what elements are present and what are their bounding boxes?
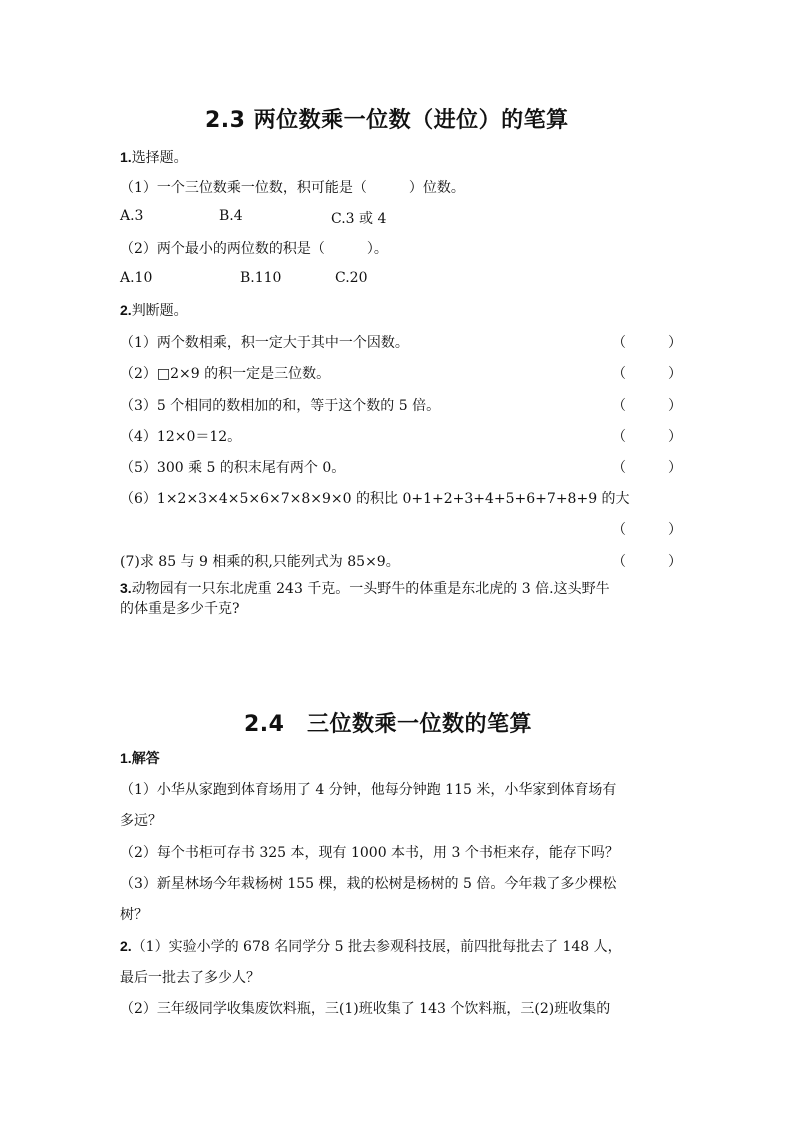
judge-answer-bracket-2: （ ）	[612, 366, 682, 382]
s2-q2-part1-line2: 最后一批去了多少人？	[120, 970, 260, 986]
q1-part2-text: （2）两个最小的两位数的积是（ ）。	[120, 241, 388, 257]
q1-part2-option-b: B.110	[240, 270, 282, 286]
s2-q2-part1-line1: （1）实验小学的 678 名同学分 5 批去参观科技展，前四批每批去了 148 人，	[131, 939, 622, 955]
s2-q1-part3-line1: （3）新星林场今年栽杨树 155 棵，栽的松树是杨树的 5 倍。今年栽了多少棵松	[120, 876, 617, 892]
judge-item-6: （6）1×2×3×4×5×6×7×8×9×0 的积比 0+1+2+3+4+5+6+7+8+9 的大	[120, 491, 630, 507]
q1-heading: 选择题。	[131, 150, 188, 166]
q2-heading: 判断题。	[131, 303, 188, 319]
s2-q2-number: 2.	[120, 938, 132, 954]
judge-item-3: （3）5 个相同的数相加的和，等于这个数的 5 倍。	[120, 398, 441, 414]
s2-q1-part3-line2: 树？	[120, 907, 148, 923]
q3-text-line1: 动物园有一只东北虎重 243 千克。一头野牛的体重是东北虎的 3 倍.这头野牛	[131, 581, 610, 597]
s2-q1-number: 1.	[120, 750, 132, 766]
section2-title: 2.4 三位数乘一位数的笔算	[244, 712, 532, 737]
q1-heading-line	[120, 147, 188, 167]
judge-item-1: （1）两个数相乘，积一定大于其中一个因数。	[120, 335, 409, 351]
judge-item-7: (7)求 85 与 9 相乘的积,只能列式为 85×9。	[120, 554, 400, 570]
s2-q2-part2-line1: （2）三年级同学收集废饮料瓶，三(1)班收集了 143 个饮料瓶，三(2)班收集的	[120, 1001, 611, 1017]
s2-q1-part1-line2: 多远？	[120, 813, 162, 829]
q1-part1-option-b: B.4	[219, 208, 243, 224]
q1-part1-text: （1）一个三位数乘一位数，积可能是（ ）位数。	[120, 180, 465, 196]
q1-number: 1.	[120, 149, 132, 165]
q3-text-line2: 的体重是多少千克?	[120, 601, 240, 617]
judge-answer-bracket-5: （ ）	[612, 460, 682, 476]
judge-item-4: （4）12×0＝12。	[120, 429, 242, 445]
q1-part2-option-a: A.10	[120, 270, 153, 286]
judge-answer-bracket-4: （ ）	[612, 429, 682, 445]
q1-part2-option-c: C.20	[335, 270, 368, 286]
judge-item-5: （5）300 乘 5 的积末尾有两个 0。	[120, 460, 346, 476]
judge-answer-bracket-7: （ ）	[612, 554, 682, 570]
s2-q2-line-1	[120, 936, 622, 956]
s2-q1-part2: （2）每个书柜可存书 325 本，现有 1000 本书，用 3 个书柜来存，能存下吗？	[120, 845, 619, 861]
q1-part1-option-c: C.3 或 4	[331, 211, 387, 227]
judge-item-2: （2）□2×9 的积一定是三位数。	[120, 366, 331, 382]
s2-q1-heading-line	[120, 748, 160, 768]
s2-q1-part1-line1: （1）小华从家跑到体育场用了 4 分钟，他每分钟跑 115 米，小华家到体育场有	[120, 782, 617, 798]
judge-answer-bracket-1: （ ）	[612, 335, 682, 351]
q2-heading-line	[120, 300, 188, 320]
judge-answer-bracket-6: （ ）	[612, 522, 682, 538]
s2-q1-heading: 解答	[131, 751, 160, 767]
q3-line-1	[120, 578, 610, 598]
q2-number: 2.	[120, 302, 132, 318]
q3-number: 3.	[120, 580, 132, 596]
section1-title: 2.3 两位数乘一位数（进位）的笔算	[205, 108, 569, 133]
judge-answer-bracket-3: （ ）	[612, 398, 682, 414]
q1-part1-option-a: A.3	[120, 208, 144, 224]
